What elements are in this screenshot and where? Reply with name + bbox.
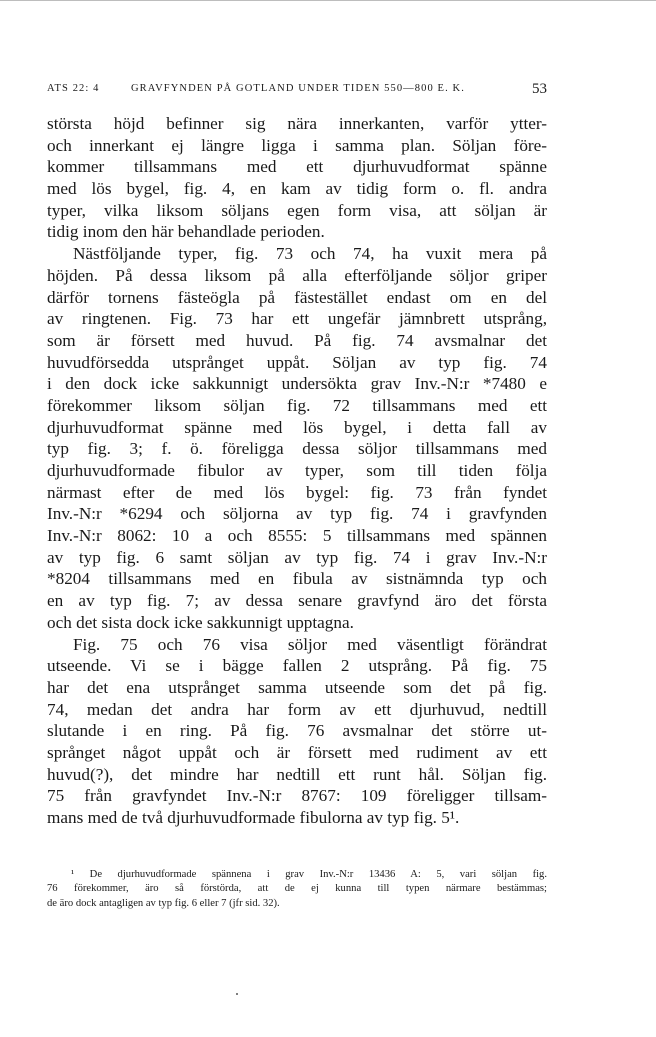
- text-line: i den dock icke sakkunnigt undersökta grav Inv.-N:r *7480 e: [47, 374, 547, 394]
- footnote-line: 76 förekommer, äro så förstörda, att de ej kunna till typen närmare bestämmas;: [47, 883, 547, 895]
- journal-reference: ATS 22: 4: [47, 83, 100, 94]
- text-line: 75 från gravfyndet Inv.-N:r 8767: 109 föreligger tillsam-: [47, 786, 547, 806]
- text-line: Inv.-N:r *6294 och söljorna av typ fig. 74 i gravfynden: [47, 504, 547, 524]
- text-line: Inv.-N:r 8062: 10 a och 8555: 5 tillsammans med spännen: [47, 526, 547, 546]
- text-line: huvudförsedda utsprånget uppåt. Söljan av typ fig. 74: [47, 352, 547, 372]
- top-rule: [0, 0, 656, 1]
- text-line: mans med de två djurhuvudformade fibulorna av typ fig. 5¹.: [47, 808, 460, 827]
- text-line: med lös bygel, fig. 4, en kam av tidig form o. fl. andra: [47, 179, 547, 199]
- text-line: *8204 tillsammans med en fibula av sistnämnda typ och: [47, 569, 547, 589]
- text-line: en av typ fig. 7; av dessa senare gravfynd äro det första: [47, 591, 547, 611]
- text-line: slutande i en ring. På fig. 76 avsmalnar det större ut-: [47, 721, 547, 741]
- text-line: språnget något uppåt och är försett med rudiment av ett: [47, 742, 547, 762]
- text-line: huvud(?), det mindre har nedtill ett runt hål. Söljan fig.: [47, 764, 547, 784]
- text-line: som är försett med huvud. På fig. 74 avsmalnar det: [47, 330, 547, 350]
- running-title: GRAVFYNDEN PÅ GOTLAND UNDER TIDEN 550—800 E. K.: [131, 83, 465, 94]
- text-line: kommer tillsammans med ett djurhuvudformat spänne: [47, 157, 547, 177]
- body-text: [47, 113, 547, 829]
- text-line: därför tornens fästeögla på fästestället endast om en del: [47, 287, 547, 307]
- text-line: och det sista dock icke sakkunnigt upptagna.: [47, 612, 354, 632]
- footnotes: [47, 868, 547, 911]
- text-line: höjden. På dessa liksom på alla efterföljande söljor griper: [47, 265, 547, 285]
- text-line: 74, medan det andra har form av ett djurhuvud, nedtill: [47, 699, 547, 719]
- text-line: tidig inom den här behandlade perioden.: [47, 222, 325, 242]
- text-line: djurhuvudformade fibulor av typer, som till tiden följa: [47, 461, 547, 480]
- text-line: typ fig. 3; f. ö. föreligga dessa söljor tillsammans med: [47, 439, 547, 459]
- text-line: största höjd befinner sig nära innerkanten, varför ytter-: [47, 114, 547, 133]
- text-line: av ringtenen. Fig. 73 har ett ungefär jämnbrett utsprång,: [47, 309, 547, 329]
- text-line: utseende. Vi se i bägge fallen 2 utsprång. På fig. 75: [47, 656, 547, 676]
- text-line: Fig. 75 och 76 visa söljor med väsentligt förändrat: [73, 634, 547, 654]
- paper-speck: [236, 993, 238, 995]
- text-line: har det ena utsprånget samma utseende som det på fig.: [47, 677, 547, 697]
- running-header: [47, 80, 547, 98]
- text-line: typer, vilka liksom söljans egen form visa, att söljan är: [47, 200, 547, 220]
- text-line: och innerkant ej längre ligga i samma plan. Söljan före-: [47, 135, 547, 155]
- text-line: av typ fig. 6 samt söljan av typ fig. 74 i grav Inv.-N:r: [47, 547, 547, 567]
- page-number: 53: [532, 81, 547, 97]
- text-line: förekommer liksom söljan fig. 72 tillsammans med ett: [47, 395, 547, 415]
- footnote-line: ¹ De djurhuvudformade spännena i grav Inv.-N:r 13436 A: 5, vari söljan fig.: [71, 869, 547, 880]
- footnote-line: de äro dock antagligen av typ fig. 6 eller 7 (jfr sid. 32).: [47, 897, 280, 909]
- text-line: djurhuvudformat spänne med lös bygel, i detta fall av: [47, 417, 547, 437]
- text-line: närmast efter de med lös bygel: fig. 73 från fyndet: [47, 482, 547, 502]
- text-line: Nästföljande typer, fig. 73 och 74, ha vuxit mera på: [73, 244, 547, 264]
